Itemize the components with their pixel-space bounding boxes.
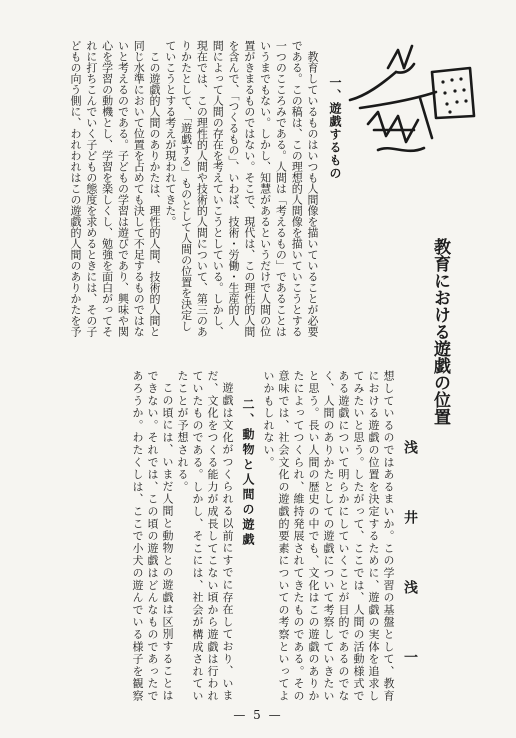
bird-sketch-illustration — [348, 38, 478, 168]
article-title: 教育における遊戯の位置 — [430, 238, 450, 425]
body-text-line: できない。それでは、この頃の遊戯はどんなものであったで — [146, 370, 159, 703]
body-text-line: あろうか。わたくしは、ここで小犬の遊んでいる様子を観察 — [131, 370, 144, 703]
body-text-line: てみたいと思う。したがって、ここでは、人間の活動様式で — [352, 370, 365, 703]
sketch-leg-stroke — [420, 98, 432, 138]
body-text-line: における遊戯の位置を決定するために、遊戯の実体を追求し — [367, 370, 380, 703]
body-text-line: ある遊戯について明らかにしていくことが目的であるのでな — [337, 370, 350, 703]
section-heading: 二、動物と人間の遊戯 — [241, 398, 255, 548]
body-text-line: どもの向う側に、われわれはこの遊戯的人間のありかたを予 — [69, 40, 83, 337]
body-text-line: 間によって人間の存在を考えていこうとしている。しかし、 — [211, 40, 225, 337]
body-text-line: と思う。長い人間の歴史の中でも、文化はこの遊戯のありか — [307, 370, 320, 703]
body-text-line: だ、文化をつくる能力が成長してこない頃から遊戯は行われ — [206, 370, 219, 703]
body-text-line: 想しているのではあるまいか。この学習の基盤として、教育 — [382, 370, 395, 703]
body-text-line: く、人間のありかたとしての遊戯について考察していきたい — [322, 370, 335, 703]
sketch-zigzag-stroke — [368, 112, 418, 142]
sketch-head-stroke — [388, 50, 404, 68]
sketch-body-stroke — [360, 92, 436, 108]
body-text-line: たことが予想される。 — [176, 370, 189, 493]
body-text-line: れに打ちこんでいく子どもの態度を求めるときには、その子 — [84, 40, 98, 337]
lower-text-block — [130, 370, 396, 705]
body-text-line: 教育しているものはいつも人間像を描いていることが必要 — [306, 51, 319, 337]
body-text-line: いかもしれない。 — [262, 370, 275, 469]
body-text-line: いうまでもない。しかし、知慧があるというだけで人間の位 — [258, 40, 272, 337]
sketch-base-stroke — [378, 148, 424, 151]
sketch-box-stroke — [432, 68, 474, 118]
sketch-wing-stroke — [350, 72, 396, 100]
body-text-line: この頃には、いまだ人間と動物との遊戯は区別することは — [161, 382, 174, 703]
body-text-line: たによってつくられ、維持発展されてきたものである。その — [292, 370, 305, 703]
body-text-line: いと考えるのである。子どもの学習は遊びであり、興味や関 — [116, 40, 130, 337]
body-text-line: ていたものである。しかし、そこには、社会が構成されてい — [191, 370, 204, 703]
body-text-line: 現在では、この理性的人間や技術的人間について、第三のあ — [195, 40, 209, 337]
sketch-beak-stroke — [404, 46, 412, 68]
body-text-line: 心を学習の動機とし、学習を楽しくし、勉強を面白がってそ — [100, 40, 114, 337]
body-text-line: りかたとして、「遊戯する」ものとして人間の位置を決定し — [179, 40, 193, 332]
section-heading: 一、遊戯するもの — [328, 76, 342, 180]
page-number: — 5 — — [233, 708, 283, 722]
body-text-line: 置がきまるものではない。そこで、現代は、この理性的人間 — [242, 40, 256, 337]
body-text-line: 同じ水準において位置を占めても決して不足するものではな — [132, 40, 146, 337]
body-text-line: である。この稿は、この理想的人間像を描いていこうとする — [290, 40, 304, 337]
body-text-line: を含んで、「つくるもの」、いわば、技術・労働・生産的人 — [227, 40, 241, 326]
author-name: 浅井浅一 — [402, 440, 418, 720]
body-text-line: 一つのこころみである。人間は「考えるもの」であることは — [274, 40, 288, 337]
body-text-line: ていこうとする考えが現われてきた。 — [163, 40, 177, 227]
body-text-line: 遊戯は文化がつくられる以前にすでに存在しており、いま — [221, 382, 234, 703]
section-one-text-block — [62, 40, 350, 340]
sketch-dots — [441, 77, 467, 113]
body-text-line: 意味では、社会文化の遊戯的要素についての考察といってよ — [277, 370, 290, 703]
body-text-line: この遊戯的人間のありかたは、理性的人間、技術的人間と — [148, 51, 162, 337]
